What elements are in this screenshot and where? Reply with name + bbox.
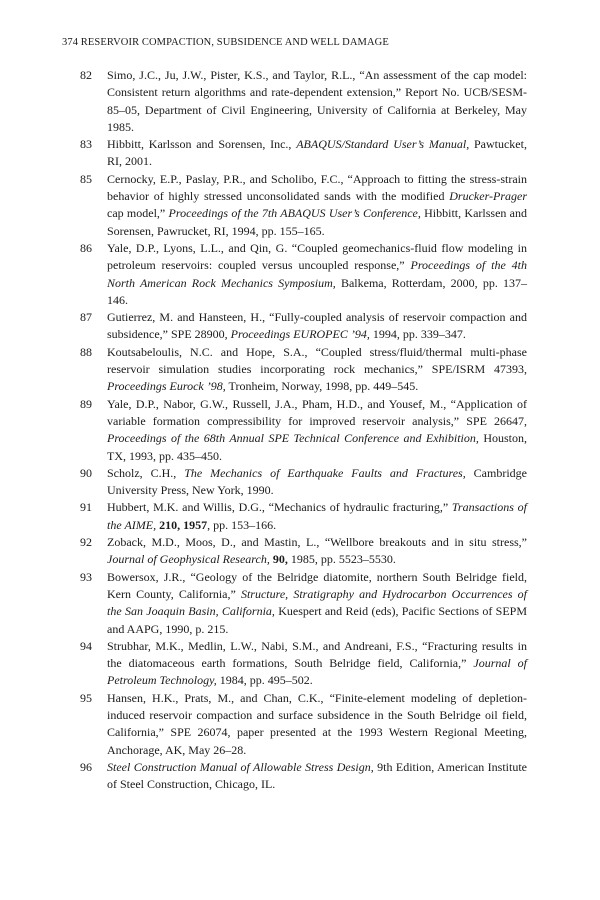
reference-italic-segment: Structure, Stratigraphy and Hydrocarbon Occurrences of the San Joaquin Basin, California, bbox=[107, 586, 527, 619]
reference-segment: Zoback, M.D., Moos, D., and Mastin, L., “Wellbore breakouts and in situ stress,” bbox=[107, 535, 527, 550]
reference-number: 93 bbox=[80, 569, 92, 584]
reference-italic-segment: Journal of Petroleum Technology, bbox=[107, 656, 527, 688]
reference-item bbox=[0, 534, 600, 569]
reference-segment: Houston, TX, 1993, pp. 435–450. bbox=[107, 431, 527, 463]
reference-segment: Cernocky, E.P., Paslay, P.R., and Scholibo, F.C., “Approach to fitting the stress-strain behavior of highly stressed unconsolidated sands with the modified bbox=[107, 171, 527, 204]
reference-italic-segment: Steel Construction Manual of Allowable Stress Design, bbox=[107, 759, 374, 774]
reference-number: 86 bbox=[80, 240, 92, 255]
reference-list bbox=[0, 67, 600, 793]
reference-number: 85 bbox=[80, 171, 92, 186]
reference-text bbox=[107, 240, 527, 309]
reference-segment: Simo, J.C., Ju, J.W., Pister, K.S., and Taylor, R.L., “An assessment of the cap model: Consistent return algorithms and rate-dependent extension,” Report No. UCB/SESM-85–05, Department of Civil Engineering, University of California at Berkeley, May 1985. bbox=[107, 68, 527, 134]
reference-text bbox=[107, 534, 527, 569]
reference-segment: , pp. 153–166. bbox=[207, 517, 277, 532]
reference-number: 95 bbox=[80, 690, 92, 705]
reference-text bbox=[107, 171, 527, 240]
reference-italic-segment: Proceedings Eurock ’98, bbox=[107, 379, 226, 394]
reference-segment: Pawtucket, RI, 2001. bbox=[107, 137, 527, 169]
reference-italic-segment: Transactions of the AIME, bbox=[107, 500, 527, 532]
reference-text bbox=[107, 344, 527, 396]
reference-item bbox=[0, 344, 600, 396]
reference-segment: Strubhar, M.K., Medlin, L.W., Nabi, S.M., and Andreani, F.S., “Fracturing results in the diatomaceous earth formations, South Belridge field, California,” bbox=[107, 638, 527, 671]
reference-italic-segment: The Mechanics of Earthquake Faults and Fractures, bbox=[184, 465, 466, 480]
reference-number: 92 bbox=[80, 535, 92, 550]
reference-italic-segment: ABAQUS/Standard User’s Manual, bbox=[296, 137, 470, 152]
reference-item bbox=[0, 759, 600, 794]
reference-text bbox=[107, 67, 527, 136]
reference-italic-segment: Proceedings of the 68th Annual SPE Technical Conference and Exhibition, bbox=[107, 431, 479, 446]
reference-item bbox=[0, 638, 600, 690]
reference-number: 88 bbox=[80, 344, 92, 359]
reference-segment: Yale, D.P., Lyons, L.L., and Qin, G. “Coupled geomechanics-fluid flow modeling in petroleum reservoirs: coupled versus uncoupled response,” bbox=[107, 240, 527, 273]
reference-text bbox=[107, 569, 527, 638]
reference-item bbox=[0, 309, 600, 344]
reference-number: 89 bbox=[80, 396, 92, 411]
reference-segment: Hibbitt, Karlsson and Sorensen, Inc., bbox=[107, 137, 297, 152]
reference-segment: 1984, pp. 495–502. bbox=[216, 673, 313, 688]
reference-segment: Hubbert, M.K. and Willis, D.G., “Mechanics of hydraulic fracturing,” bbox=[107, 500, 452, 515]
reference-segment: Cambridge University Press, New York, 1990. bbox=[107, 465, 527, 498]
reference-item bbox=[0, 499, 600, 534]
reference-segment: 1994, pp. 339–347. bbox=[369, 327, 466, 342]
reference-segment: 9th Edition, American Institute of Steel Construction, Chicago, IL. bbox=[107, 759, 528, 792]
reference-text bbox=[107, 499, 527, 534]
reference-segment: Yale, D.P., Nabor, G.W., Russell, J.A., Pham, H.D., and Yousef, M., “Application of variable formation compressibility for improved reservoir analysis,” SPE 26647, bbox=[107, 396, 527, 428]
reference-text bbox=[107, 396, 527, 465]
reference-text bbox=[107, 690, 527, 759]
reference-segment: Kuespert and Reid (eds), Pacific Sections of SEPM and AAPG, 1990, p. 215. bbox=[107, 604, 527, 636]
reference-item bbox=[0, 569, 600, 638]
reference-bold-segment: 210, bbox=[159, 517, 181, 532]
reference-segment: cap model,” bbox=[107, 206, 169, 221]
reference-italic-segment: Journal of Geophysical Research, bbox=[107, 552, 270, 567]
reference-segment: Gutierrez, M. and Hansteen, H., “Fully-coupled analysis of reservoir compaction and subsidence,” SPE 28900, bbox=[107, 310, 527, 342]
reference-italic-segment: Drucker-Prager bbox=[449, 189, 527, 204]
reference-segment: Tronheim, Norway, 1998, pp. 449–545. bbox=[225, 379, 419, 394]
reference-bold-segment: 90, bbox=[272, 552, 288, 567]
reference-item bbox=[0, 67, 600, 136]
reference-item bbox=[0, 396, 600, 465]
reference-number: 82 bbox=[80, 68, 92, 82]
reference-segment: Bowersox, J.R., “Geology of the Belridge diatomite, northern South Belridge field, Kern County, California,” bbox=[107, 569, 527, 601]
reference-number: 87 bbox=[80, 310, 92, 325]
reference-number: 91 bbox=[80, 500, 92, 515]
reference-number: 83 bbox=[80, 137, 92, 152]
reference-text bbox=[107, 136, 527, 171]
reference-text bbox=[107, 309, 527, 344]
reference-segment: Hansen, H.K., Prats, M., and Chan, C.K., “Finite-element modeling of depletion-induced reservoir compaction and surface subsidence in the South Belridge oil field, California,” SPE 26074, paper presented at the 1993 Western Regional Meeting, Anchorage, AK, May 26–28. bbox=[107, 690, 527, 757]
reference-number: 90 bbox=[80, 465, 92, 480]
reference-segment: Hibbitt, Karlssen and Sorensen, Pawrucket, RI, 1994, pp. 155–165. bbox=[107, 206, 527, 238]
reference-italic-segment: Proceedings of the 7th ABAQUS User’s Conference, bbox=[168, 206, 421, 221]
reference-segment: Balkema, Rotterdam, 2000, pp. 137– 146. bbox=[107, 275, 527, 307]
reference-item bbox=[0, 136, 600, 171]
reference-segment: Scholz, C.H., bbox=[107, 465, 185, 480]
reference-item bbox=[0, 690, 600, 759]
reference-bold-segment: 1957 bbox=[183, 517, 208, 532]
reference-italic-segment: Proceedings of the 4th North American Rock Mechanics Symposium, bbox=[107, 258, 527, 290]
reference-italic-segment: Proceedings EUROPEC ’94, bbox=[230, 327, 370, 342]
reference-text bbox=[107, 759, 527, 794]
reference-text bbox=[107, 638, 527, 690]
reference-number: 96 bbox=[80, 759, 92, 774]
reference-segment: 1985, pp. 5523–5530. bbox=[287, 552, 396, 567]
reference-item bbox=[0, 171, 600, 240]
reference-item bbox=[0, 465, 600, 500]
running-header: 374 RESERVOIR COMPACTION, SUBSIDENCE AND WELL DAMAGE bbox=[62, 37, 389, 48]
reference-item bbox=[0, 240, 600, 309]
reference-segment: Koutsabeloulis, N.C. and Hope, S.A., “Coupled stress/fluid/thermal multi-phase reservoir simulation studies incorporating rock mechanics,” SPE/ISRM 47393, bbox=[107, 344, 527, 377]
reference-text bbox=[107, 465, 527, 500]
reference-number: 94 bbox=[80, 638, 92, 653]
